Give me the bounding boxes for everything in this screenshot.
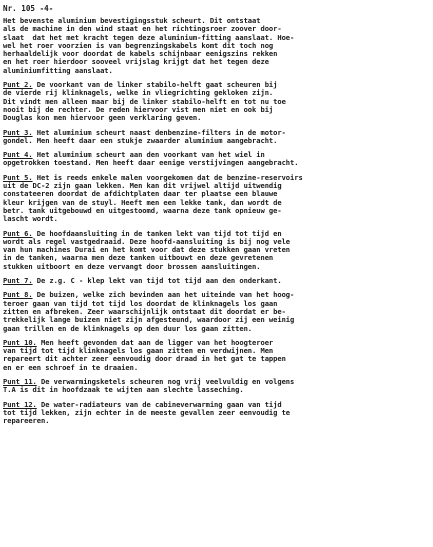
paragraph-line	[3, 355, 427, 363]
paragraph-line	[3, 308, 427, 316]
paragraph-text: De verwarmingsketels scheuren nog vrij veelvuldig en volgens	[36, 377, 295, 386]
paragraph	[3, 17, 427, 75]
paragraph	[3, 401, 427, 426]
paragraph-text: repareert dit achter zeer eenvoudig door draad in het gat te tappen	[3, 355, 286, 364]
paragraph	[3, 378, 427, 395]
paragraph-line	[3, 417, 427, 425]
paragraph-label: Punt 4.	[3, 151, 33, 160]
paragraph-label: Punt 12.	[3, 400, 37, 409]
paragraph-line	[3, 238, 427, 246]
paragraph-line	[3, 106, 427, 114]
paragraph-text: kleur krijgen van de stuyl. Heeft men een lekke tank, dan wordt de	[3, 198, 282, 207]
paragraph-line	[3, 67, 427, 75]
paragraph	[3, 174, 427, 224]
paragraph-label: Punt 3.	[3, 128, 33, 137]
paragraph-text: van tijd tot tijd klinknagels los gaan zitten en verdwijnen. Men	[3, 347, 274, 356]
paragraph-text: de vierde rij klinknagels, welke in vliegrichting gekloken zijn.	[3, 89, 274, 98]
paragraph-line	[3, 50, 427, 58]
paragraph-line	[3, 129, 427, 137]
paragraph-label: Punt 5.	[3, 173, 33, 182]
paragraph-label: Punt 11.	[3, 377, 37, 386]
paragraph-text: Dit vindt men alleen maar bij de linker stabilo-helft en tot nu toe	[3, 97, 286, 106]
paragraph-text: Het bevenste aluminium bevestigingsstuk scheurt. Dit ontstaat	[3, 17, 261, 25]
paragraph-text: trekkelijk lange buizen niet zijn afgesteund, waardoor zij een weinig	[3, 316, 295, 325]
paragraph-text: als de machine in den wind staat en het richtingsroer zoover door-	[3, 25, 282, 34]
paragraph-line	[3, 230, 427, 238]
paragraph-line	[3, 386, 427, 394]
paragraph	[3, 129, 427, 146]
paragraph-line	[3, 378, 427, 386]
paragraph-line	[3, 300, 427, 308]
paragraph-line	[3, 58, 427, 66]
paragraph-line	[3, 137, 427, 145]
paragraph-text: aluminiumfitting aanslaat.	[3, 66, 113, 75]
paragraph-text: De buizen, welke zich bevinden aan het uiteinde van het hoog-	[32, 291, 295, 300]
paragraph-line	[3, 246, 427, 254]
page-header: Nr. 105 -4-	[3, 4, 54, 13]
paragraph-text: lascht wordt.	[3, 215, 58, 224]
paragraph-line	[3, 263, 427, 271]
paragraph-text: uit de DC-2 zijn gaan lekken. Men kan dit vrijwel altijd uitwendig	[3, 182, 282, 191]
paragraph-line	[3, 347, 427, 355]
paragraph-line	[3, 174, 427, 182]
paragraph-line	[3, 34, 427, 42]
paragraph-label: Punt 10.	[3, 338, 37, 347]
paragraph-text: De voorkant van de linker stabilo-helft gaat scheuren bij	[32, 81, 278, 90]
paragraph-line	[3, 325, 427, 333]
paragraph-text: De water-radiateurs van de cabineverwarming gaan van tijd	[36, 400, 282, 409]
paragraph	[3, 81, 427, 122]
paragraph	[3, 291, 427, 332]
paragraph-text: gaan trillen en de klinknagels op den duur los gaan zitten.	[3, 324, 253, 333]
paragraph-text: De z.g. C - klep lekt van tijd tot tijd aan den onderkant.	[32, 277, 282, 286]
paragraph-text: teroer gaan van tijd tot tijd los doordat de klinknagels los gaan	[3, 299, 278, 308]
paragraph-text: en er een schroef in te draaien.	[3, 363, 139, 372]
paragraph-text: nooit bij de rechter. De reden hiervoor vist men niet en ook bij	[3, 105, 274, 114]
paragraph	[3, 230, 427, 271]
paragraph-line	[3, 316, 427, 324]
paragraph-text: Men heeft gevonden dat aan de ligger van het hoogteroer	[36, 338, 274, 347]
paragraph-line	[3, 98, 427, 106]
paragraph-line	[3, 151, 427, 159]
paragraph-text: Douglas kon men hiervoor geen verklaring geven.	[3, 114, 202, 123]
paragraph-line	[3, 401, 427, 409]
paragraph-line	[3, 25, 427, 33]
paragraph-line	[3, 114, 427, 122]
paragraph-line	[3, 277, 427, 285]
paragraph	[3, 339, 427, 372]
paragraph-line	[3, 291, 427, 299]
paragraph-text: opgetrokken toestand. Men heeft daar eenige verstijvingen aangebracht.	[3, 159, 299, 168]
paragraph	[3, 277, 427, 285]
paragraph-line	[3, 42, 427, 50]
paragraph-line	[3, 364, 427, 372]
paragraph-text: stukken uitboort en deze vervangt door brossen aansluitingen.	[3, 262, 261, 271]
paragraph-line	[3, 81, 427, 89]
paragraph-line	[3, 339, 427, 347]
paragraph-text: zitten en afbreken. Zeer waarschijnlijk ontstaat dit doordat er be-	[3, 307, 286, 316]
paragraph-line	[3, 215, 427, 223]
paragraph-line	[3, 17, 427, 25]
paragraph-label: Punt 8.	[3, 291, 33, 300]
paragraph-text: repareeren.	[3, 417, 50, 426]
paragraph-text: en het roer hierdoor sooveel vrijslag krijgt dat het tegen deze	[3, 58, 269, 67]
paragraph-list	[3, 17, 427, 425]
paragraph	[3, 151, 427, 168]
paragraph-line	[3, 409, 427, 417]
paragraph-line	[3, 182, 427, 190]
paragraph-text: constateeren doordat de afdichtplaten daar ter plaatse een blauwe	[3, 190, 278, 199]
paragraph-text: wel het roer voorzien is van begrenzingskabels komt dit toch nog	[3, 41, 274, 50]
paragraph-label: Punt 6.	[3, 229, 33, 238]
paragraph-text: Het aluminium scheurt naast denbenzine-filters in de motor-	[32, 128, 286, 137]
paragraph-text: Het aluminium scheurt aan den voorkant van het wiel in	[32, 151, 265, 160]
paragraph-line	[3, 199, 427, 207]
paragraph-line	[3, 254, 427, 262]
paragraph-text: wordt als regel vastgedraaid. Deze hoofd-aansluiting is bij nog vele	[3, 237, 291, 246]
paragraph-text: slaat dat het met kracht tegen deze aluminium-fitting aanslaat. Hoe-	[3, 33, 295, 42]
paragraph-line	[3, 207, 427, 215]
paragraph-text: van hun machines Durai en het komt voor dat deze stukken gaan vreten	[3, 246, 291, 255]
paragraph-text: tot tijd lekken, zijn echter in de meeste gevallen zeer eenvoudig te	[3, 408, 291, 417]
paragraph-text: in de tanken, waarna men deze tanken uitbouwt en deze gevretenen	[3, 254, 274, 263]
paragraph-label: Punt 7.	[3, 277, 33, 286]
paragraph-text: betr. tank uitgebouwd en uitgestoomd, waarna deze tank opnieuw ge-	[3, 206, 282, 215]
paragraph-line	[3, 190, 427, 198]
paragraph-label: Punt 2.	[3, 81, 33, 90]
paragraph-text: herhaaldelijk voor doordat de kabels schijnbaar eenigszins rekken	[3, 50, 278, 59]
paragraph-line	[3, 89, 427, 97]
paragraph-line	[3, 159, 427, 167]
paragraph-text: Het is reeds enkele malen voorgekomen dat de benzine-reservoirs	[32, 173, 303, 182]
paragraph-text: De hoofdaansluiting in de tanken lekt van tijd tot tijd en	[32, 229, 282, 238]
paragraph-text: gondel. Men heeft daar een stukje zwaarder aluminium aangebracht.	[3, 136, 278, 145]
paragraph-text: T.A is dit in hoofdzaak te wijten aan slechte lasseching.	[3, 386, 244, 395]
